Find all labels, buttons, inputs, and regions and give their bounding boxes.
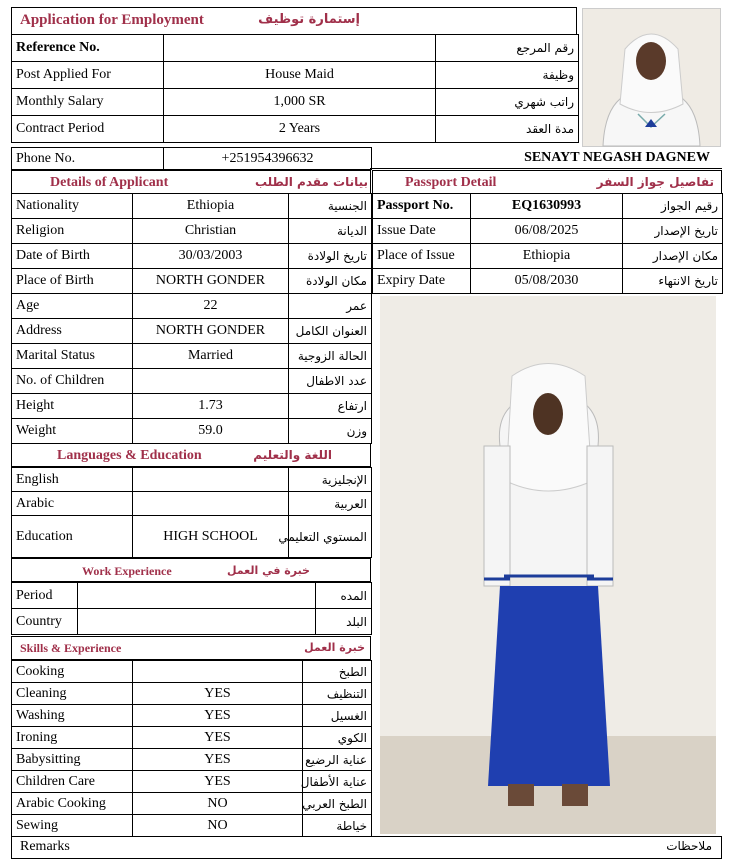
row-label-ar: عدد الاطفال	[289, 369, 372, 394]
row-label: Babysitting	[12, 749, 133, 771]
row-value	[133, 492, 289, 516]
row-value: 1,000 SR	[164, 89, 436, 116]
table-row	[12, 749, 372, 771]
skills-title-ar: خبرة العمل	[304, 641, 365, 654]
table-row	[12, 244, 372, 269]
work-header	[11, 558, 371, 582]
row-label-ar: رقيم الجواز	[623, 194, 723, 219]
row-value: YES	[133, 705, 303, 727]
table-row	[12, 793, 372, 815]
row-label-ar: وزن	[289, 419, 372, 444]
work-title-en: Work Experience	[82, 564, 172, 578]
row-label-ar: عناية الرضيع	[303, 749, 372, 771]
row-label: Date of Birth	[12, 244, 133, 269]
row-value: YES	[133, 727, 303, 749]
row-label-ar: الجنسية	[289, 194, 372, 219]
row-value: 06/08/2025	[471, 219, 623, 244]
row-label-ar: مكان الإصدار	[623, 244, 723, 269]
passport-title-ar: تفاصيل جواز السفر	[596, 175, 714, 189]
row-value: 05/08/2030	[471, 269, 623, 294]
table-row	[12, 219, 372, 244]
row-value: YES	[133, 683, 303, 705]
table-row	[12, 609, 372, 635]
work-table	[11, 582, 372, 635]
row-value: YES	[133, 771, 303, 793]
row-label: English	[12, 468, 133, 492]
row-label: Age	[12, 294, 133, 319]
phone-table	[11, 147, 372, 170]
row-value: NO	[133, 815, 303, 837]
row-label: Arabic	[12, 492, 133, 516]
passport-table	[372, 193, 723, 294]
passport-title-en: Passport Detail	[405, 175, 497, 190]
table-row	[12, 705, 372, 727]
row-label: Ironing	[12, 727, 133, 749]
applicant-name: SENAYT NEGASH DAGNEW	[524, 150, 710, 165]
table-row	[12, 394, 372, 419]
table-row	[12, 516, 372, 558]
row-value: Married	[133, 344, 289, 369]
row-label: Weight	[12, 419, 133, 444]
row-label-ar: مكان الولادة	[289, 269, 372, 294]
table-row	[12, 683, 372, 705]
row-value: Ethiopia	[133, 194, 289, 219]
table-row	[12, 194, 372, 219]
row-value: 2 Years	[164, 116, 436, 143]
row-label-ar: راتب شهري	[436, 89, 579, 116]
table-row	[12, 344, 372, 369]
table-row	[12, 369, 372, 394]
row-label: Children Care	[12, 771, 133, 793]
row-label: Passport No.	[373, 194, 471, 219]
row-label-ar: عناية الأطفال	[303, 771, 372, 793]
row-label-ar: التنظيف	[303, 683, 372, 705]
phone-value: +251954396632	[164, 148, 372, 170]
row-value: NO	[133, 793, 303, 815]
work-title-ar: خبرة في العمل	[226, 564, 310, 577]
details-title-ar: بيانات مقدم الطلب	[254, 175, 368, 189]
table-row	[12, 492, 372, 516]
row-value	[133, 661, 303, 683]
row-label: Monthly Salary	[12, 89, 164, 116]
row-label: Cooking	[12, 661, 133, 683]
row-label: Period	[12, 583, 78, 609]
row-label-ar: تاريخ الولادة	[289, 244, 372, 269]
row-label-ar: البلد	[316, 609, 372, 635]
row-label: Place of Birth	[12, 269, 133, 294]
table-row	[12, 468, 372, 492]
row-label: Religion	[12, 219, 133, 244]
table-row	[373, 244, 723, 269]
row-label-ar: الديانة	[289, 219, 372, 244]
row-value: House Maid	[164, 62, 436, 89]
row-label-ar: ارتفاع	[289, 394, 372, 419]
row-value	[133, 468, 289, 492]
table-row	[12, 116, 579, 143]
row-label: Education	[12, 516, 133, 558]
row-label: Nationality	[12, 194, 133, 219]
table-row	[373, 269, 723, 294]
row-label-ar: الكوي	[303, 727, 372, 749]
row-value: 1.73	[133, 394, 289, 419]
table-row	[373, 194, 723, 219]
details-table	[11, 193, 372, 444]
languages-title-en: Languages & Education	[57, 448, 202, 463]
remarks-label-ar: ملاحظات	[666, 839, 712, 853]
table-row	[12, 319, 372, 344]
table-row	[12, 269, 372, 294]
row-label: No. of Children	[12, 369, 133, 394]
row-label-ar: تاريخ الانتهاء	[623, 269, 723, 294]
row-label-ar: خياطة	[303, 815, 372, 837]
row-value: EQ1630993	[471, 194, 623, 219]
row-value	[164, 35, 436, 62]
row-label-ar: العربية	[289, 492, 372, 516]
table-row	[12, 727, 372, 749]
row-label: Country	[12, 609, 78, 635]
table-row	[373, 219, 723, 244]
row-label: Address	[12, 319, 133, 344]
divider	[370, 168, 722, 169]
skills-table	[11, 660, 372, 837]
row-label-ar: الغسيل	[303, 705, 372, 727]
title-en: Application for Employment	[20, 12, 204, 28]
full-body-photo	[380, 296, 716, 834]
table-row	[12, 89, 579, 116]
languages-table	[11, 467, 372, 558]
row-label: Contract Period	[12, 116, 164, 143]
table-row	[12, 771, 372, 793]
table-row	[12, 294, 372, 319]
row-label: Post Applied For	[12, 62, 164, 89]
portrait-photo	[582, 8, 721, 147]
row-label-ar: الطبخ العربي	[303, 793, 372, 815]
row-label-ar: الحالة الزوجية	[289, 344, 372, 369]
skills-title-en: Skills & Experience	[20, 641, 122, 655]
row-value: Ethiopia	[471, 244, 623, 269]
remarks-label: Remarks	[20, 839, 70, 854]
row-label-ar: الإنجليزية	[289, 468, 372, 492]
row-label-ar: تاريخ الإصدار	[623, 219, 723, 244]
row-label-ar: مدة العقد	[436, 116, 579, 143]
title-ar: إستمارة توظيف	[258, 12, 360, 27]
row-label: Sewing	[12, 815, 133, 837]
table-row	[12, 62, 579, 89]
row-value: YES	[133, 749, 303, 771]
row-value: 22	[133, 294, 289, 319]
row-label: Washing	[12, 705, 133, 727]
top-table	[11, 34, 579, 143]
details-title-en: Details of Applicant	[50, 175, 169, 190]
row-value	[78, 609, 316, 635]
row-label: Reference No.	[12, 35, 164, 62]
row-value: NORTH GONDER	[133, 319, 289, 344]
row-label: Issue Date	[373, 219, 471, 244]
row-label: Place of Issue	[373, 244, 471, 269]
table-row	[12, 583, 372, 609]
row-label: Height	[12, 394, 133, 419]
row-value	[133, 369, 289, 394]
phone-label: Phone No.	[12, 148, 164, 170]
row-label-ar: رقم المرجع	[436, 35, 579, 62]
row-value: HIGH SCHOOL	[133, 516, 289, 558]
table-row	[12, 661, 372, 683]
row-label-ar: عمر	[289, 294, 372, 319]
row-label-ar: وظيفة	[436, 62, 579, 89]
row-value	[78, 583, 316, 609]
row-label-ar: العنوان الكامل	[289, 319, 372, 344]
languages-title-ar: اللغة والتعليم	[253, 448, 332, 462]
row-value: 59.0	[133, 419, 289, 444]
row-label: Arabic Cooking	[12, 793, 133, 815]
row-label-ar: الطبخ	[303, 661, 372, 683]
row-value: NORTH GONDER	[133, 269, 289, 294]
row-label: Cleaning	[12, 683, 133, 705]
row-label-ar: المده	[316, 583, 372, 609]
row-label: Marital Status	[12, 344, 133, 369]
row-value: 30/03/2003	[133, 244, 289, 269]
row-label: Expiry Date	[373, 269, 471, 294]
row-label-ar: المستوي التعليمي	[289, 516, 372, 558]
row-value: Christian	[133, 219, 289, 244]
table-row	[12, 815, 372, 837]
table-row	[12, 35, 579, 62]
table-row	[12, 419, 372, 444]
